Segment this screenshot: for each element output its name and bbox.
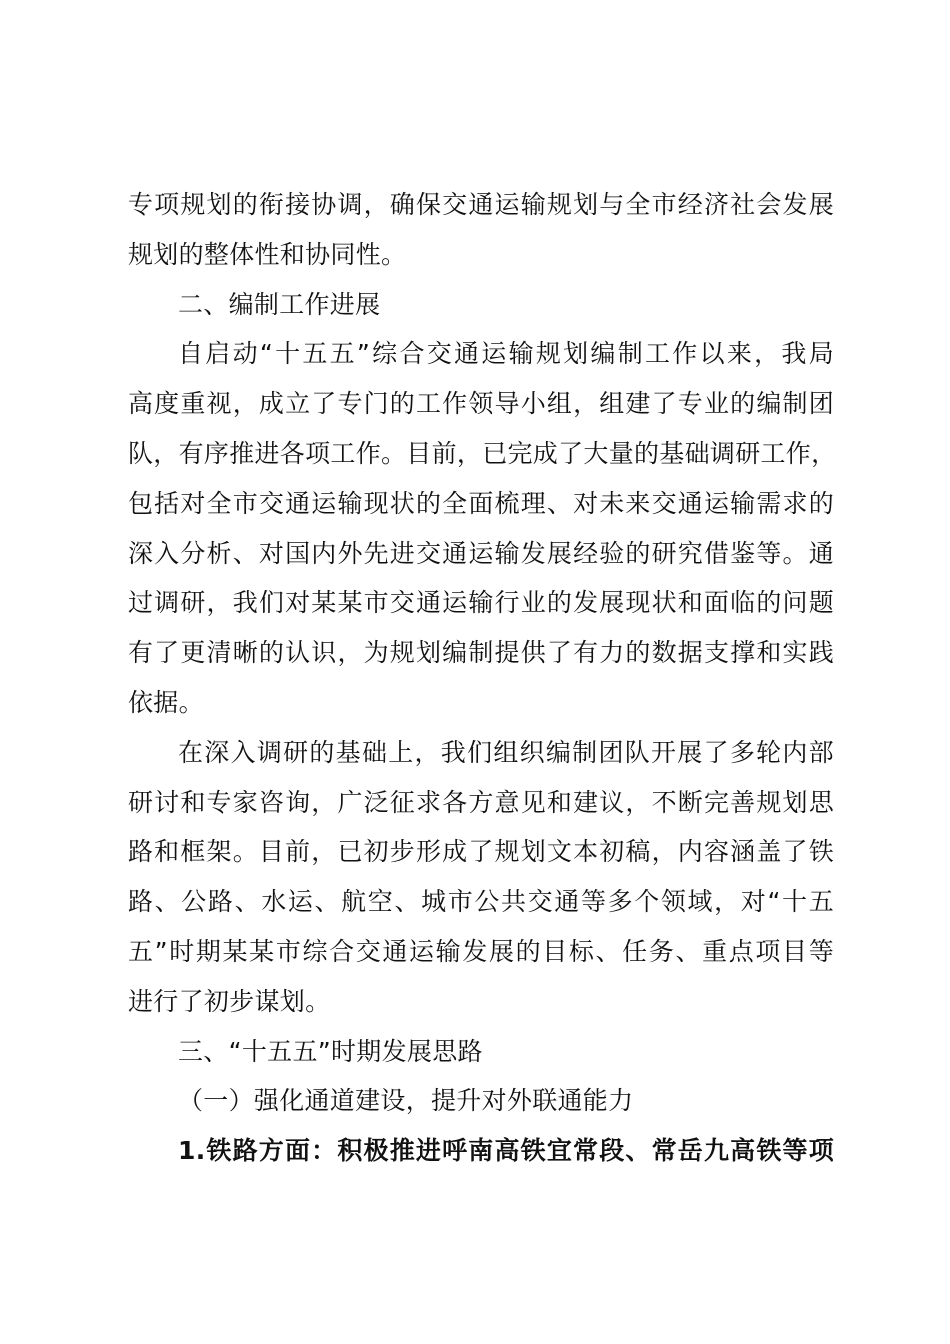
text-line-progress-para2-end: 进行了初步谋划。 bbox=[128, 986, 331, 1016]
text-line-paragraph-end: 规划的整体性和协同性。 bbox=[128, 239, 407, 269]
text-line-progress-para1: 深入分析、对国内外先进交通运输发展经验的研究借鉴等。通 bbox=[128, 538, 834, 568]
text-line-progress-para2: 路、公路、水运、航空、城市公共交通等多个领域，对“十五 bbox=[128, 887, 834, 917]
subsection-heading-channel: （一）强化通道建设，提升对外联通能力 bbox=[178, 1086, 634, 1116]
text-line-progress-para1: 自启动“十五五”综合交通运输规划编制工作以来，我局 bbox=[178, 339, 834, 369]
text-line-progress-para2: 研讨和专家咨询，广泛征求各方意见和建议，不断完善规划思 bbox=[128, 787, 834, 817]
text-line-continued-paragraph: 专项规划的衔接协调，确保交通运输规划与全市经济社会发展 bbox=[128, 190, 834, 219]
text-line-progress-para2: 五”时期某某市综合交通运输发展的目标、任务、重点项目等 bbox=[128, 936, 834, 966]
text-line-progress-para1: 包括对全市交通运输现状的全面梳理、对未来交通运输需求的 bbox=[128, 488, 834, 518]
text-line-progress-para1: 过调研，我们对某某市交通运输行业的发展现状和面临的问题 bbox=[128, 588, 834, 618]
section-heading-progress: 二、编制工作进展 bbox=[178, 289, 381, 319]
item-heading-railway: 1.铁路方面：积极推进呼南高铁宜常段、常岳九高铁等项 bbox=[178, 1136, 834, 1166]
document-page bbox=[128, 180, 837, 1176]
text-line-progress-para1: 高度重视，成立了专门的工作领导小组，组建了专业的编制团 bbox=[128, 389, 834, 419]
text-line-progress-para2: 路和框架。目前，已初步形成了规划文本初稿，内容涵盖了铁 bbox=[128, 837, 834, 867]
text-line-progress-para2: 在深入调研的基础上，我们组织编制团队开展了多轮内部 bbox=[178, 737, 834, 767]
text-line-progress-para1-end: 依据。 bbox=[128, 687, 204, 717]
text-line-progress-para1: 有了更清晰的认识，为规划编制提供了有力的数据支撑和实践 bbox=[128, 638, 834, 668]
text-line-progress-para1: 队，有序推进各项工作。目前，已完成了大量的基础调研工作， bbox=[128, 438, 837, 468]
section-heading-ideas: 三、“十五五”时期发展思路 bbox=[178, 1036, 483, 1066]
